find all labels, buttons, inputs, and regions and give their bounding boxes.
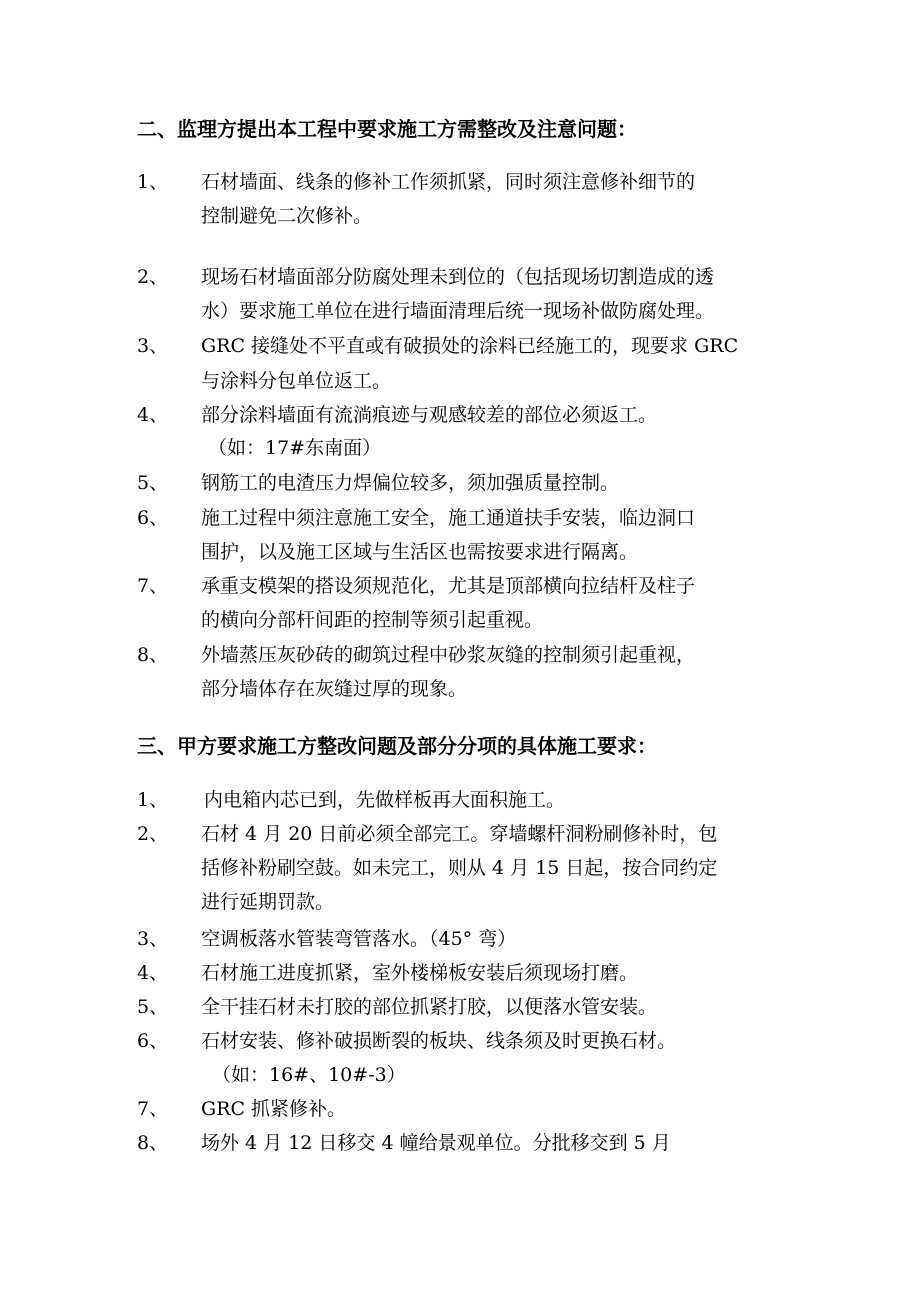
item-text-line: 场外 4 月 12 日移交 4 幢给景观单位。分批移交到 5 月 [201, 1132, 671, 1154]
item-text-line: 石材墙面、线条的修补工作须抓紧，同时须注意修补细节的 [201, 171, 696, 193]
item-number: 6、 [137, 1030, 169, 1052]
item-text-line: 石材施工进度抓紧，室外楼梯板安装后须现场打磨。 [201, 962, 639, 984]
item-text-line: 钢筋工的电渣压力焊偏位较多，须加强质量控制。 [201, 472, 620, 494]
item-text-line: （如：17#东南面） [208, 437, 382, 459]
item-text-line: 水）要求施工单位在进行墙面清理后统一现场补做防腐处理。 [201, 300, 715, 322]
item-text-line: 的横向分部杆间距的控制等须引起重视。 [201, 609, 544, 631]
item-number: 7、 [137, 575, 169, 597]
item-number: 1、 [137, 171, 169, 193]
item-number: 2、 [137, 823, 169, 845]
item-number: 4、 [137, 962, 169, 984]
item-text-line: 括修补粉刷空鼓。如未完工，则从 4 月 15 日起，按合同约定 [201, 857, 718, 879]
item-text-line: 部分涂料墙面有流淌痕迹与观感较差的部位必须返工。 [201, 404, 658, 426]
item-text-line: 承重支模架的搭设须规范化，尤其是顶部横向拉结杆及柱子 [201, 575, 696, 597]
item-text-line: 围护，以及施工区域与生活区也需按要求进行隔离。 [201, 541, 639, 563]
item-text-line: GRC 接缝处不平直或有破损处的涂料已经施工的，现要求 GRC [201, 335, 739, 357]
item-text-line: 石材 4 月 20 日前必须全部完工。穿墙螺杆洞粉刷修补时，包 [201, 823, 718, 845]
item-text-line: 内电箱内芯已到，先做样板再大面积施工。 [204, 789, 566, 811]
item-text-line: 部分墙体存在灰缝过厚的现象。 [201, 678, 468, 700]
item-number: 8、 [137, 1132, 169, 1154]
item-text-line: （如：16#、10#-3） [212, 1064, 406, 1086]
item-number: 6、 [137, 507, 169, 529]
item-text-line: 外墙蒸压灰砂砖的砌筑过程中砂浆灰缝的控制须引起重视， [201, 644, 696, 666]
item-text-line: 施工过程中须注意施工安全，施工通道扶手安装，临边洞口 [201, 507, 696, 529]
item-text-line: 控制避免二次修补。 [201, 205, 373, 227]
item-text-line: 进行延期罚款。 [201, 891, 335, 913]
item-text-line: 全干挂石材未打胶的部位抓紧打胶，以便落水管安装。 [201, 996, 658, 1018]
item-number: 3、 [137, 928, 169, 950]
item-number: 5、 [137, 996, 169, 1018]
item-number: 5、 [137, 472, 169, 494]
item-text-line: GRC 抓紧修补。 [201, 1098, 347, 1120]
item-number: 2、 [137, 266, 169, 288]
item-number: 8、 [137, 644, 169, 666]
item-number: 3、 [137, 335, 169, 357]
item-text-line: 石材安装、修补破损断裂的板块、线条须及时更换石材。 [201, 1030, 677, 1052]
item-text-line: 与涂料分包单位返工。 [201, 370, 392, 392]
section-3-heading: 三、甲方要求施工方整改问题及部分分项的具体施工要求： [137, 734, 657, 758]
item-number: 1、 [137, 789, 169, 811]
item-text-line: 现场石材墙面部分防腐处理未到位的（包括现场切割造成的透 [201, 266, 715, 288]
item-number: 7、 [137, 1098, 169, 1120]
section-2-heading: 二、监理方提出本工程中要求施工方需整改及注意问题： [137, 117, 637, 141]
item-text-line: 空调板落水管装弯管落水。（45° 弯） [201, 928, 517, 950]
item-number: 4、 [137, 404, 169, 426]
